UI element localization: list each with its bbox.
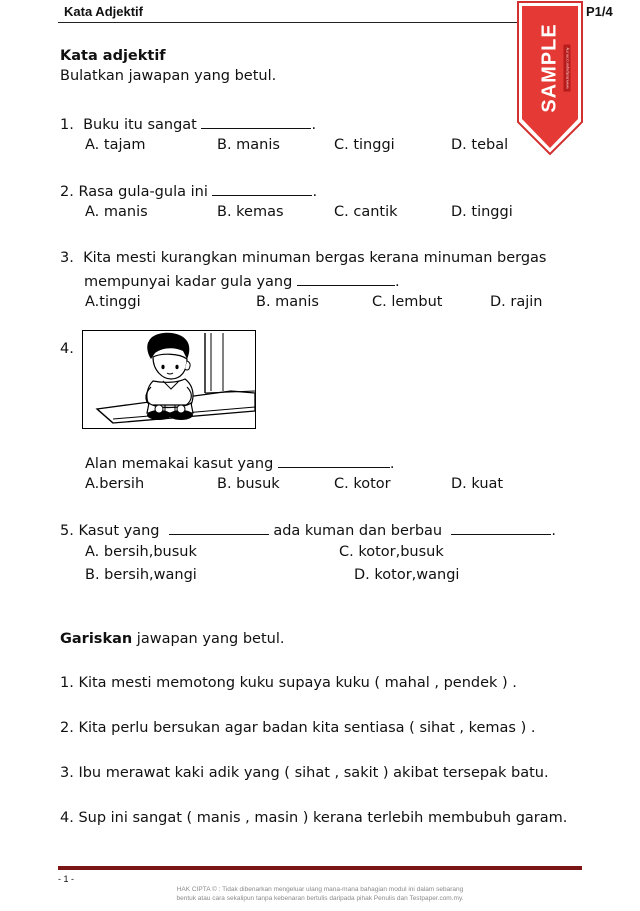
- q3-option-a: A.tinggi: [85, 294, 141, 310]
- copyright-notice: HAK CIPTA © : Tidak dibenarkan mengeluar ulang mana-mana bahagian modul ini dalam sebarang bentuk atau cara sekalipun tanpa kebenaran bertulis daripada pihak Penulis dan Testpaper.com.my.: [176, 886, 464, 902]
- q2-option-a: A. manis: [85, 204, 148, 220]
- section2-instruction: Gariskan jawapan yang betul.: [60, 631, 285, 647]
- q1-option-a: A. tajam: [85, 137, 146, 153]
- question-4-number: 4.: [60, 341, 74, 357]
- q1-option-b: B. manis: [217, 137, 280, 153]
- q4-option-a: A.bersih: [85, 476, 145, 492]
- underline-item-1: 1. Kita mesti memotong kuku supaya kuku ( mahal , pendek ) .: [60, 675, 517, 691]
- q2-option-c: C. cantik: [334, 204, 398, 220]
- section-title: Kata adjektif: [60, 48, 166, 64]
- question-4: Alan memakai kasut yang .: [85, 456, 395, 472]
- q4-option-b: B. busuk: [217, 476, 280, 492]
- q1-option-c: C. tinggi: [334, 137, 395, 153]
- q5-option-a: A. bersih,busuk: [85, 544, 197, 560]
- footer-bar: [58, 866, 582, 870]
- question-2: 2. Rasa gula-gula ini .: [60, 184, 318, 200]
- answer-blank: [278, 454, 390, 468]
- underline-item-3: 3. Ibu merawat kaki adik yang ( sihat , sakit ) akibat tersepak batu.: [60, 765, 549, 781]
- q3-option-c: C. lembut: [372, 294, 443, 310]
- section-instruction: Bulatkan jawapan yang betul.: [60, 68, 277, 84]
- underline-item-2: 2. Kita perlu bersukan agar badan kita sentiasa ( sihat , kemas ) .: [60, 720, 536, 736]
- answer-blank: [212, 182, 312, 196]
- q5-option-c: C. kotor,busuk: [339, 544, 444, 560]
- sample-ribbon: [515, 0, 585, 158]
- sample-label: SAMPLE: [538, 23, 561, 113]
- q4-option-c: C. kotor: [334, 476, 391, 492]
- answer-blank: [297, 272, 395, 286]
- boy-wearing-shoes-picture: [83, 331, 255, 428]
- q1-option-d: D. tebal: [451, 137, 509, 153]
- answer-blank-2: [451, 521, 551, 535]
- worksheet-title: Kata Adjektif: [64, 4, 143, 19]
- answer-blank-1: [169, 521, 269, 535]
- worksheet-code: P1/4: [586, 4, 613, 19]
- q4-option-d: D. kuat: [451, 476, 504, 492]
- q3-option-b: B. manis: [256, 294, 319, 310]
- q5-option-b: B. bersih,wangi: [85, 567, 197, 583]
- question-1: 1. Buku itu sangat .: [60, 117, 317, 133]
- q5-option-d: D. kotor,wangi: [354, 567, 460, 583]
- page-number: - 1 -: [58, 874, 75, 884]
- question-3-line2: mempunyai kadar gula yang .: [84, 274, 400, 290]
- answer-blank: [201, 115, 311, 129]
- q2-option-d: D. tinggi: [451, 204, 513, 220]
- boy-shoes-illustration: [82, 330, 256, 429]
- q2-option-b: B. kemas: [217, 204, 284, 220]
- header-divider: [58, 22, 580, 23]
- question-3: 3. Kita mesti kurangkan minuman bergas kerana minuman bergas: [60, 250, 547, 266]
- q3-option-d: D. rajin: [490, 294, 543, 310]
- sample-subtext: www.testpaper.com.my: [564, 44, 571, 91]
- underline-item-4: 4. Sup ini sangat ( manis , masin ) kerana terlebih membubuh garam.: [60, 810, 568, 826]
- question-5: 5. Kasut yang ada kuman dan berbau .: [60, 523, 556, 539]
